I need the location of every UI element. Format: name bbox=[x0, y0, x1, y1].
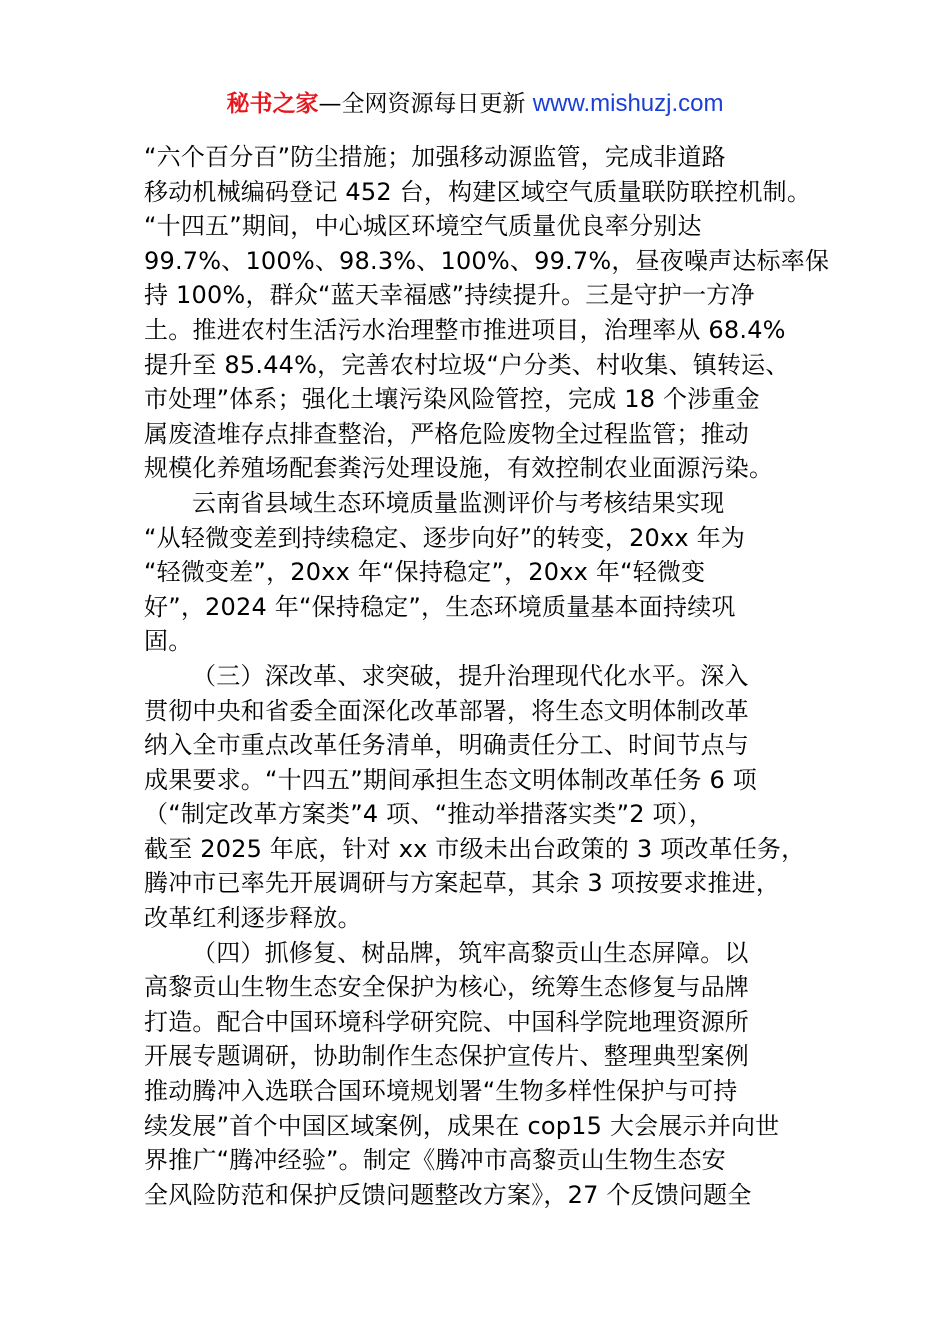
text-line: 提升至 85.44%，完善农村垃圾“户分类、村收集、镇转运、 bbox=[144, 350, 790, 379]
text-line: 纳入全市重点改革任务清单，明确责任分工、时间节点与 bbox=[144, 731, 749, 760]
text-line: 开展专题调研，协助制作生态保护宣传片、整理典型案例 bbox=[144, 1042, 749, 1071]
text-line: 规模化养殖场配套粪污处理设施，有效控制农业面源污染。 bbox=[144, 454, 774, 483]
text-line: 移动机械编码登记 452 台，构建区域空气质量联防联控机制。 bbox=[144, 177, 812, 206]
text-line: 99.7%、100%、98.3%、100%、99.7%，昼夜噪声达标率保 bbox=[144, 246, 830, 275]
paragraph-start-line: 云南省县域生态环境质量监测评价与考核结果实现 bbox=[192, 488, 725, 517]
section-heading-line: （三）深改革、求突破，提升治理现代化水平。深入 bbox=[192, 661, 749, 690]
text-line: 界推广“腾冲经验”。制定《腾冲市高黎贡山生物生态安 bbox=[144, 1146, 726, 1175]
text-line: 腾冲市已率先开展调研与方案起草，其余 3 项按要求推进， bbox=[144, 869, 781, 898]
website-link[interactable]: www.mishuzj.com bbox=[532, 90, 724, 117]
text-line: 固。 bbox=[144, 627, 193, 656]
text-line: （“制定改革方案类”4 项、“推动举措落实类”2 项）， bbox=[144, 800, 714, 829]
text-line: 推动腾冲入选联合国环境规划署“生物多样性保护与可持 bbox=[144, 1077, 738, 1106]
text-line: 市处理”体系；强化土壤污染风险管控，完成 18 个涉重金 bbox=[144, 385, 760, 414]
text-line: 高黎贡山生物生态安全保护为核心，统筹生态修复与品牌 bbox=[144, 973, 749, 1002]
document-body bbox=[144, 140, 830, 1212]
text-line: 好”，2024 年“保持稳定”，生态环境质量基本面持续巩 bbox=[144, 592, 736, 621]
text-line: 全风险防范和保护反馈问题整改方案》，27 个反馈问题全 bbox=[144, 1180, 752, 1209]
text-line: 土。推进农村生活污水治理整市推进项目，治理率从 68.4% bbox=[144, 315, 786, 344]
text-line: “从轻微变差到持续稳定、逐步向好”的转变，20xx 年为 bbox=[144, 523, 746, 552]
section-heading-line: （四）抓修复、树品牌，筑牢高黎贡山生态屏障。以 bbox=[192, 938, 749, 967]
text-line: “十四五”期间，中心城区环境空气质量优良率分别达 bbox=[144, 212, 702, 241]
header-tagline: —全网资源每日更新 bbox=[318, 91, 533, 117]
text-line: 贯彻中央和省委全面深化改革部署，将生态文明体制改革 bbox=[144, 696, 749, 725]
brand-name: 秘书之家 bbox=[226, 91, 319, 117]
text-line: 改革红利逐步释放。 bbox=[144, 904, 362, 933]
text-line: 属废渣堆存点排查整治，严格危险废物全过程监管；推动 bbox=[144, 419, 749, 448]
text-line: 截至 2025 年底，针对 xx 市级未出台政策的 3 项改革任务， bbox=[144, 834, 806, 863]
page-header bbox=[0, 88, 950, 120]
text-line: 持 100%，群众“蓝天幸福感”持续提升。三是守护一方净 bbox=[144, 281, 755, 310]
text-line: “六个百分百”防尘措施；加强移动源监管，完成非道路 bbox=[144, 143, 726, 171]
text-line: 打造。配合中国环境科学研究院、中国科学院地理资源所 bbox=[144, 1007, 749, 1036]
text-line: 续发展”首个中国区域案例，成果在 cop15 大会展示并向世 bbox=[144, 1111, 780, 1140]
text-line: 成果要求。“十四五”期间承担生态文明体制改革任务 6 项 bbox=[144, 765, 757, 794]
text-line: “轻微变差”，20xx 年“保持稳定”，20xx 年“轻微变 bbox=[144, 558, 706, 587]
